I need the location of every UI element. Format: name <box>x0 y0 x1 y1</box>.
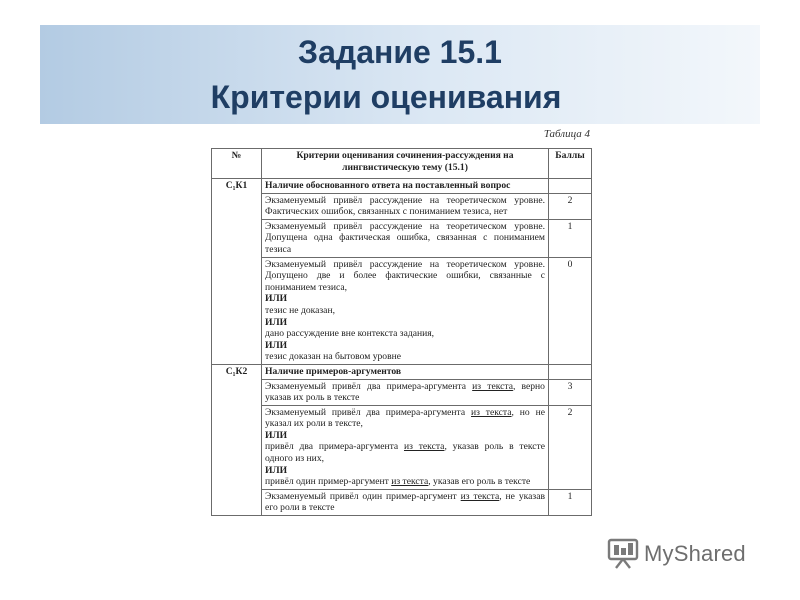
description-line: Экзаменуемый привёл рассуждение на теоретическом уровне. Допущена одна фактическая ошибка, связанная с пониманием тезиса <box>265 220 545 255</box>
criterion-code: С₁К2 <box>212 364 262 515</box>
description-line: тезис доказан на бытовом уровне <box>265 351 402 363</box>
or-separator: ИЛИ <box>265 293 288 305</box>
description-line: дано рассуждение вне контекста задания, <box>265 328 435 340</box>
or-separator: ИЛИ <box>265 339 288 351</box>
slide-title-line2: Критерии оценивания <box>210 79 562 115</box>
header-number: № <box>212 149 262 179</box>
table-header-row <box>212 149 592 179</box>
criterion-code: С₁К1 <box>212 179 262 365</box>
description-line: привёл два примера-аргумента из текста, указав роль в тексте одного из них, <box>265 441 545 465</box>
criterion-title: Наличие примеров-аргументов <box>262 364 549 379</box>
description-line: привёл один пример-аргумент из текста, указав его роль в тексте <box>265 476 531 488</box>
or-separator: ИЛИ <box>265 429 288 441</box>
description-line: Экзаменуемый привёл один пример-аргумент из текста, не указав его роли в тексте <box>265 490 545 514</box>
header-points: Баллы <box>549 149 592 179</box>
criteria-table <box>211 148 592 516</box>
criterion-group-row <box>212 364 592 379</box>
score-description <box>262 489 549 515</box>
table-body <box>212 179 592 516</box>
score-points: 3 <box>549 379 592 405</box>
header-criteria: Критерии оценивания сочинения-рассуждения на лингвистическую тему (15.1) <box>262 149 549 179</box>
points-empty-cell <box>549 364 592 379</box>
table-caption: Таблица 4 <box>543 128 590 140</box>
score-points: 2 <box>549 193 592 219</box>
score-description <box>262 219 549 257</box>
description-line: Экзаменуемый привёл два примера-аргумента из текста, верно указав их роль в тексте <box>265 380 545 404</box>
score-row <box>212 193 592 219</box>
slide-title-line1: Задание 15.1 <box>298 34 502 70</box>
watermark-text: MyShared <box>644 541 746 566</box>
score-points: 1 <box>549 489 592 515</box>
or-separator: ИЛИ <box>265 464 288 476</box>
score-description <box>262 193 549 219</box>
criterion-title: Наличие обоснованного ответа на поставленный вопрос <box>262 179 549 194</box>
myshared-watermark <box>606 534 776 574</box>
presentation-board-icon <box>606 537 640 571</box>
description-line: Экзаменуемый привёл рассуждение на теоретическом уровне. Фактических ошибок, связанных с пониманием тезиса, нет <box>265 194 545 218</box>
score-points: 0 <box>549 257 592 364</box>
or-separator: ИЛИ <box>265 316 288 328</box>
score-description <box>262 257 549 364</box>
description-line: тезис не доказан, <box>265 304 335 316</box>
points-empty-cell <box>549 179 592 194</box>
score-row <box>212 379 592 405</box>
score-row <box>212 489 592 515</box>
score-row <box>212 257 592 364</box>
score-row <box>212 219 592 257</box>
score-points: 1 <box>549 219 592 257</box>
score-row <box>212 405 592 489</box>
criterion-group-row <box>212 179 592 194</box>
score-description <box>262 405 549 489</box>
score-points: 2 <box>549 405 592 489</box>
score-description <box>262 379 549 405</box>
title-banner <box>40 25 760 124</box>
description-line: Экзаменуемый привёл два примера-аргумента из текста, но не указал их роли в тексте, <box>265 406 545 430</box>
description-line: Экзаменуемый привёл рассуждение на теоретическом уровне. Допущено две и более фактические ошибки, связанные с пониманием тезиса, <box>265 258 545 293</box>
